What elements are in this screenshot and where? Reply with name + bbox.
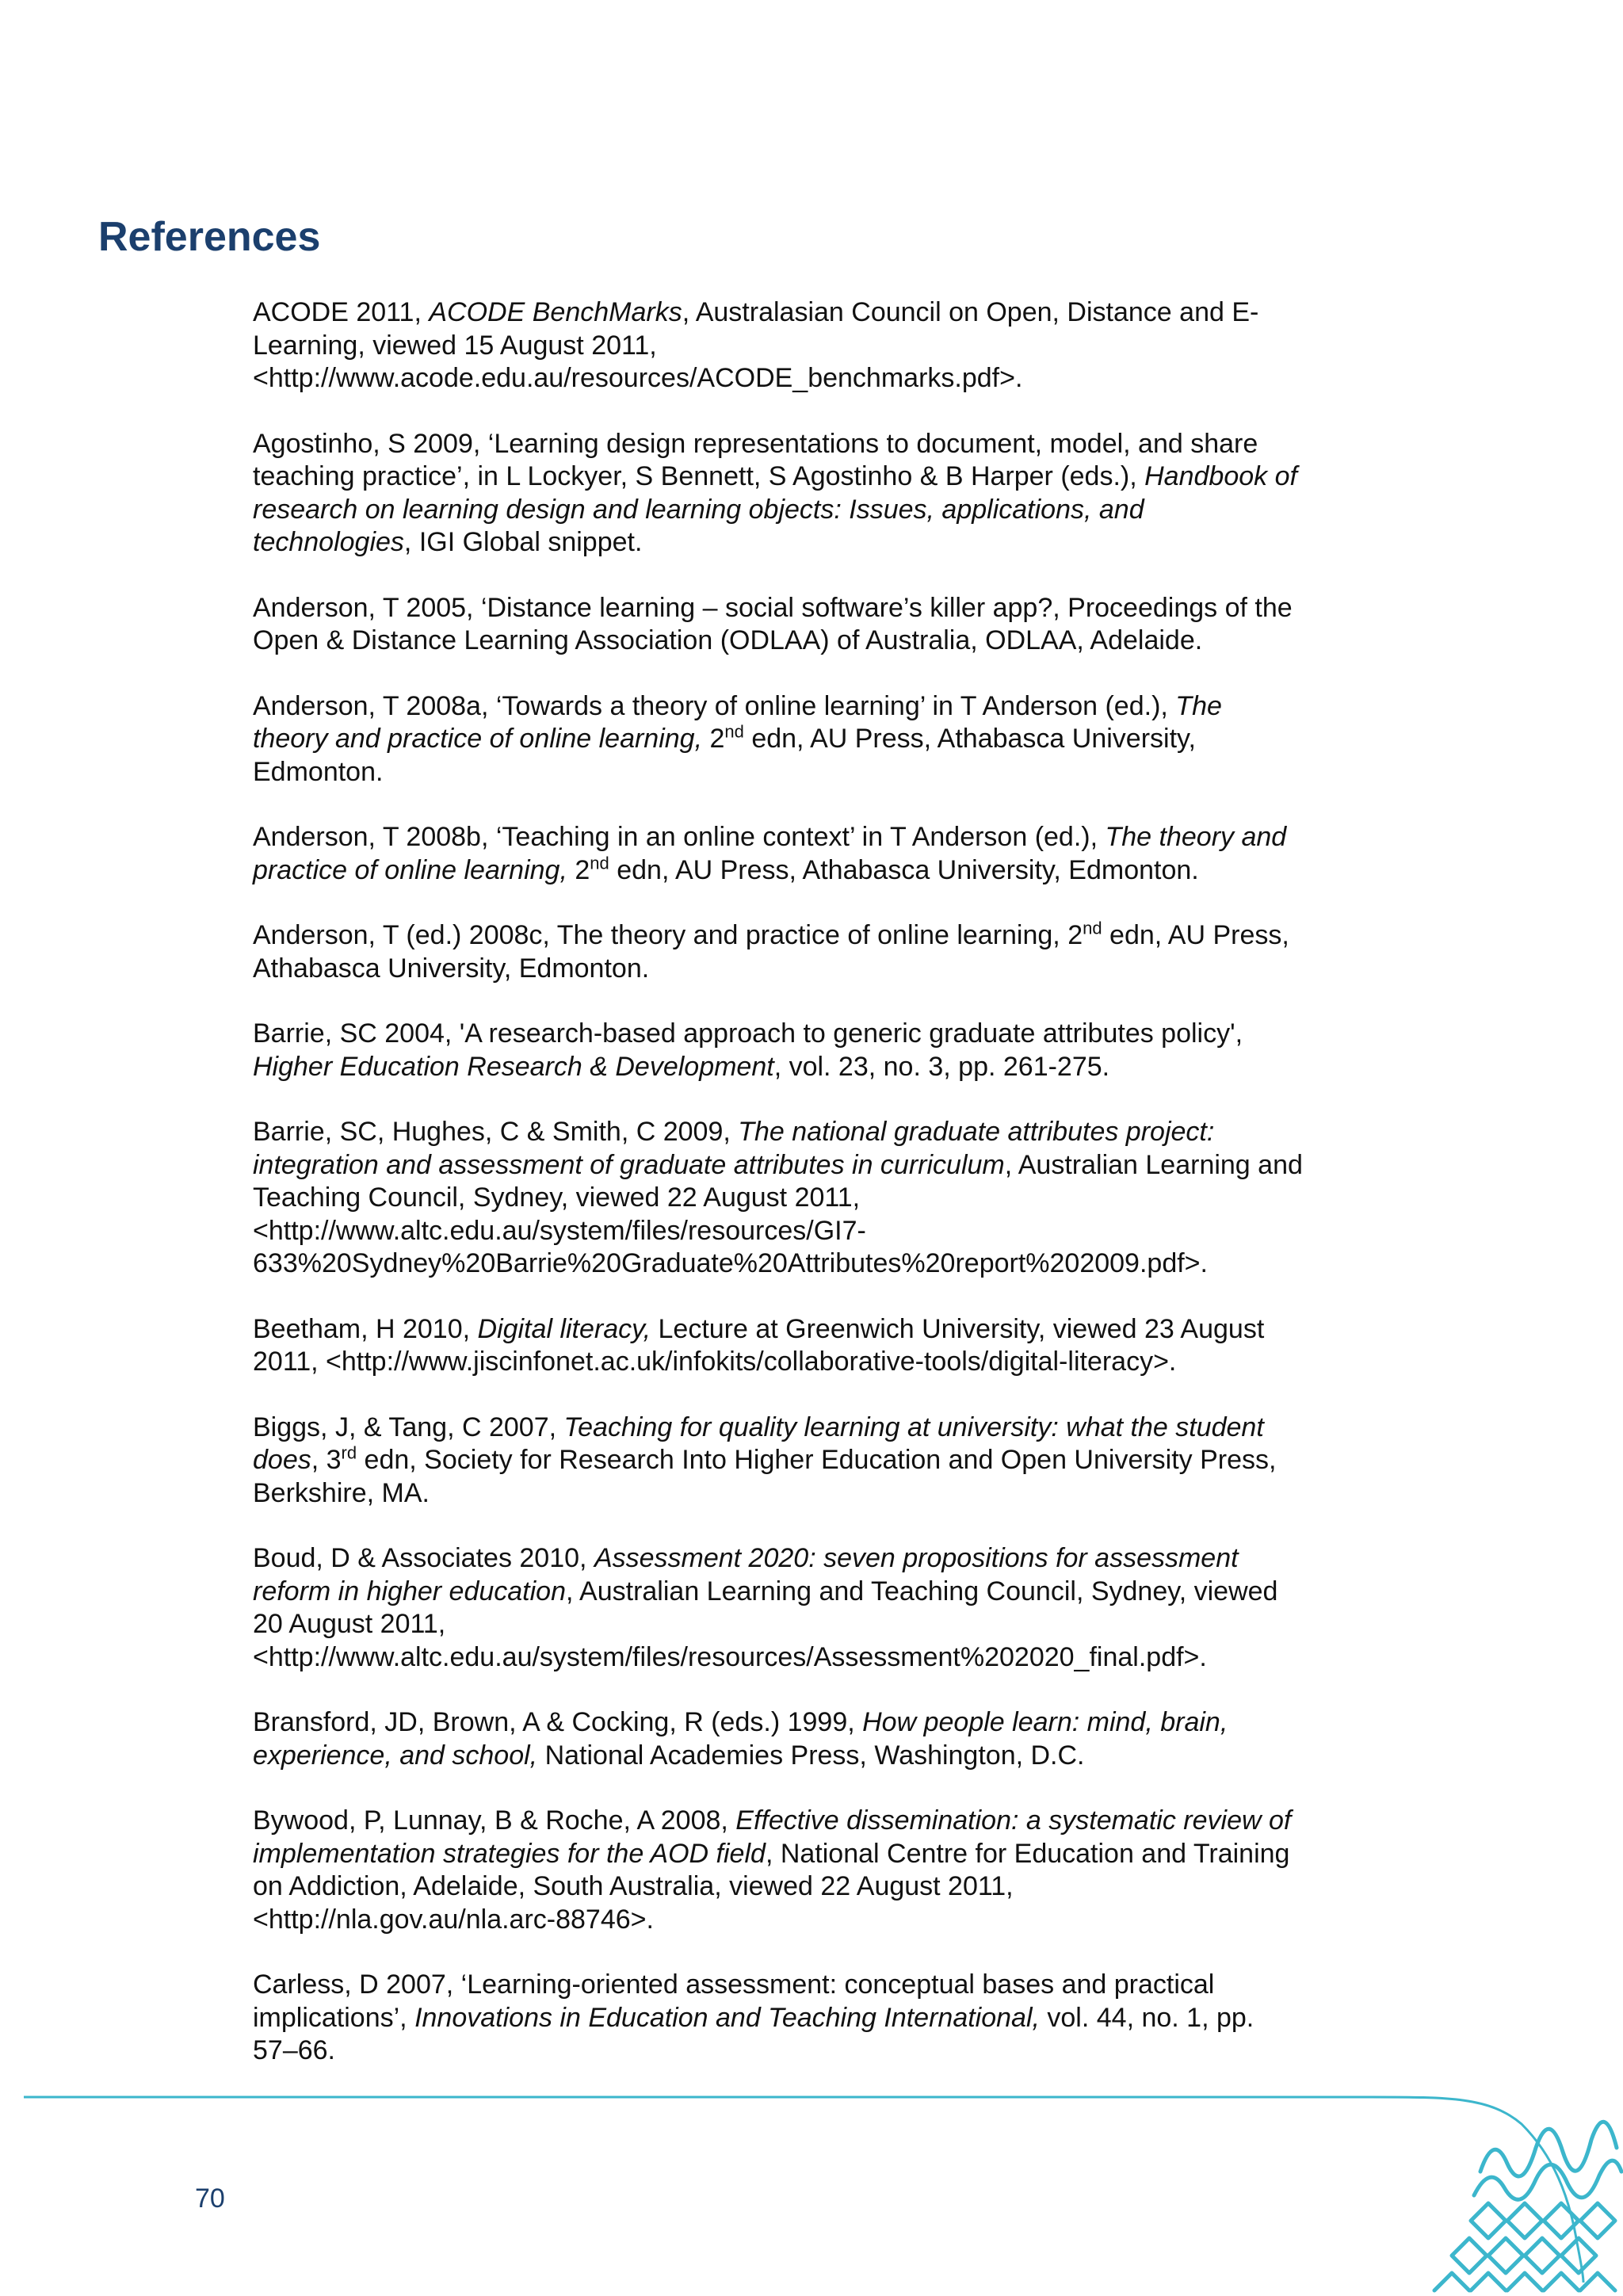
reference-entry xyxy=(253,1805,1378,1936)
reference-entry xyxy=(253,1542,1378,1674)
reference-text: Anderson, T 2005, ‘Distance learning – social software’s killer app?, Proceedings of the xyxy=(253,592,1293,623)
reference-text: implications’, xyxy=(253,2002,415,2033)
reference-text: Edmonton. xyxy=(253,756,384,787)
reference-text: Barrie, SC, Hughes, C & Smith, C 2009, xyxy=(253,1117,739,1147)
reference-text: edn, Society for Research Into Higher Education and Open University Press, xyxy=(357,1445,1277,1475)
italic-title-text: Digital literacy, xyxy=(477,1313,651,1344)
reference-text: <http://www.acode.edu.au/resources/ACODE_benchmarks.pdf>. xyxy=(253,363,1023,393)
reference-entry xyxy=(253,428,1378,560)
italic-title-text: experience, and school, xyxy=(253,1740,538,1771)
reference-text: Barrie, SC 2004, 'A research-based approach to generic graduate attributes policy', xyxy=(253,1018,1243,1049)
reference-text: Agostinho, S 2009, ‘Learning design representations to document, model, and share xyxy=(253,428,1258,459)
reference-text: Learning, viewed 15 August 2011, xyxy=(253,330,657,361)
italic-title-text: research on learning design and learning objects: Issues, applications, and xyxy=(253,494,1144,525)
italic-title-text: ACODE BenchMarks xyxy=(429,297,682,327)
reference-entry xyxy=(253,1116,1378,1281)
reference-text: 2 xyxy=(702,724,725,754)
reference-text: , IGI Global snippet. xyxy=(403,527,643,557)
reference-text: Anderson, T 2008b, ‘Teaching in an online context’ in T Anderson (ed.), xyxy=(253,822,1106,852)
reference-text: edn, AU Press, Athabasca University, xyxy=(743,724,1196,754)
reference-text: Anderson, T (ed.) 2008c, The theory and practice of online learning, 2 xyxy=(253,920,1083,950)
italic-title-text: Assessment 2020: seven propositions for assessment xyxy=(594,1543,1239,1573)
reference-entry xyxy=(253,1313,1378,1379)
superscript-text: nd xyxy=(724,721,744,742)
reference-text: , Australasian Council on Open, Distance and E- xyxy=(682,297,1259,327)
page-heading: References xyxy=(98,214,321,260)
italic-title-text: practice of online learning, xyxy=(253,854,567,885)
italic-title-text: integration and assessment of graduate attributes in curriculum xyxy=(253,1149,1005,1180)
reference-text: , Australian Learning and Teaching Council, Sydney, viewed xyxy=(566,1576,1278,1606)
reference-text: , vol. 23, no. 3, pp. 261-275. xyxy=(773,1051,1110,1082)
reference-text: on Addiction, Adelaide, South Australia, viewed 22 August 2011, xyxy=(253,1871,1014,1901)
reference-text: Bywood, P, Lunnay, B & Roche, A 2008, xyxy=(253,1805,736,1836)
italic-title-text: Innovations in Education and Teaching International, xyxy=(414,2002,1040,2033)
reference-text: Berkshire, MA. xyxy=(253,1477,430,1508)
italic-title-text: technologies xyxy=(253,527,404,557)
italic-title-text: The xyxy=(1175,690,1222,721)
reference-text: 2011, <http://www.jiscinfonet.ac.uk/infokits/collaborative-tools/digital-literacy>. xyxy=(253,1347,1177,1377)
italic-title-text: How people learn: mind, brain, xyxy=(862,1707,1228,1737)
footer-rule xyxy=(24,2076,1623,2283)
reference-text: National Academies Press, Washington, D.C. xyxy=(537,1740,1085,1771)
reference-entry xyxy=(253,919,1378,985)
reference-text: Teaching Council, Sydney, viewed 22 August 2011, xyxy=(253,1182,861,1213)
italic-title-text: Teaching for quality learning at university: what the student xyxy=(563,1412,1264,1442)
reference-text: edn, AU Press, Athabasca University, Edmonton. xyxy=(609,854,1199,885)
reference-text: 633%20Sydney%20Barrie%20Graduate%20Attributes%20report%202009.pdf>. xyxy=(253,1248,1208,1278)
reference-text: Boud, D & Associates 2010, xyxy=(253,1543,594,1573)
reference-text: Biggs, J, & Tang, C 2007, xyxy=(253,1412,564,1442)
reference-text: 2 xyxy=(567,854,590,885)
reference-text: Carless, D 2007, ‘Learning-oriented assessment: conceptual bases and practical xyxy=(253,1969,1215,2000)
reference-text: vol. 44, no. 1, pp. xyxy=(1039,2002,1254,2033)
reference-text: teaching practice’, in L Lockyer, S Bennett, S Agostinho & B Harper (eds.), xyxy=(253,461,1145,491)
reference-entry xyxy=(253,1018,1378,1083)
reference-text: Athabasca University, Edmonton. xyxy=(253,953,650,984)
italic-title-text: Higher Education Research & Development xyxy=(253,1051,774,1082)
italic-title-text: Handbook of xyxy=(1144,461,1297,491)
italic-title-text: does xyxy=(253,1445,311,1475)
reference-text: 57–66. xyxy=(253,2035,335,2065)
reference-text: 20 August 2011, xyxy=(253,1609,446,1639)
reference-text: <http://www.altc.edu.au/system/files/resources/Assessment%202020_final.pdf>. xyxy=(253,1641,1207,1672)
reference-entry xyxy=(253,690,1378,789)
italic-title-text: The national graduate attributes project: xyxy=(738,1117,1215,1147)
reference-entry xyxy=(253,1706,1378,1772)
reference-text: <http://nla.gov.au/nla.arc-88746>. xyxy=(253,1904,654,1935)
reference-text: , Australian Learning and xyxy=(1004,1149,1303,1180)
page-number: 70 xyxy=(195,2183,225,2214)
reference-text: <http://www.altc.edu.au/system/files/resources/GI7- xyxy=(253,1215,866,1246)
reference-text: Anderson, T 2008a, ‘Towards a theory of online learning’ in T Anderson (ed.), xyxy=(253,690,1176,721)
reference-text: edn, AU Press, xyxy=(1102,920,1289,950)
reference-entry xyxy=(253,821,1378,887)
reference-text: Bransford, JD, Brown, A & Cocking, R (eds.) 1999, xyxy=(253,1707,863,1737)
reference-entry xyxy=(253,296,1378,395)
reference-text: , 3 xyxy=(311,1445,342,1475)
reference-entry xyxy=(253,592,1378,658)
superscript-text: rd xyxy=(341,1442,357,1463)
reference-text: Open & Distance Learning Association (ODLAA) of Australia, ODLAA, Adelaide. xyxy=(253,625,1203,655)
italic-title-text: theory and practice of online learning, xyxy=(253,724,703,754)
reference-list xyxy=(253,296,1378,2100)
reference-entry xyxy=(253,1969,1378,2068)
reference-text: , National Centre for Education and Training xyxy=(765,1838,1290,1869)
reference-text: ACODE 2011, xyxy=(253,297,430,327)
italic-title-text: Effective dissemination: a systematic review of xyxy=(735,1805,1292,1836)
decorative-wave-pattern-icon xyxy=(1419,2076,1623,2296)
reference-text: Lecture at Greenwich University, viewed 23 August xyxy=(651,1313,1265,1344)
italic-title-text: reform in higher education xyxy=(253,1576,567,1606)
italic-title-text: The theory and xyxy=(1105,822,1287,852)
italic-title-text: implementation strategies for the AOD field xyxy=(253,1838,766,1869)
superscript-text: nd xyxy=(1083,918,1102,938)
reference-text: Beetham, H 2010, xyxy=(253,1313,478,1344)
superscript-text: nd xyxy=(590,853,609,873)
reference-entry xyxy=(253,1412,1378,1511)
